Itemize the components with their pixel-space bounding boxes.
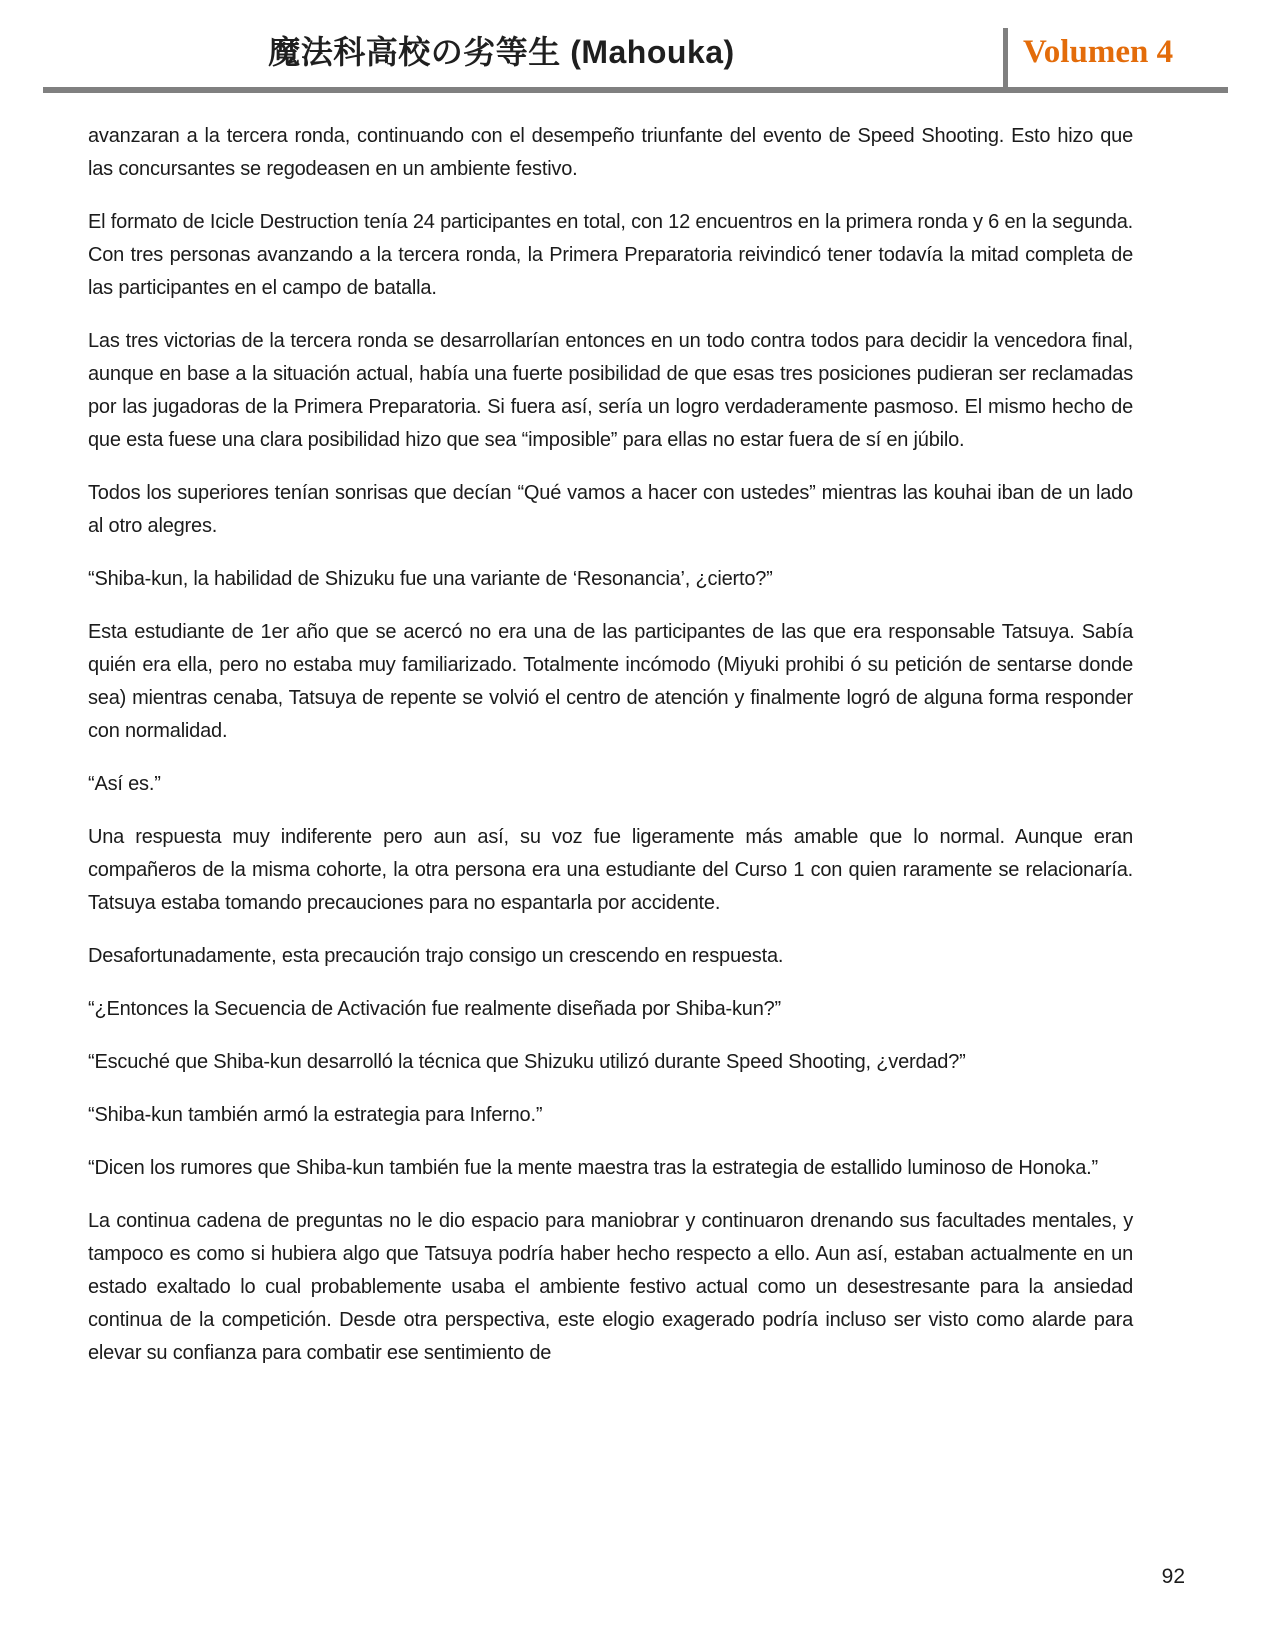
paragraph: “Shiba-kun también armó la estrategia para Inferno.” — [88, 1104, 543, 1126]
paragraph: “¿Entonces la Secuencia de Activación fue realmente diseñada por Shiba-kun?” — [88, 998, 782, 1020]
paragraph: “Dicen los rumores que Shiba-kun también fue la mente maestra tras la estrategia de estallido luminoso de Honoka.” — [88, 1157, 1098, 1179]
page-header — [0, 0, 1275, 95]
paragraph: “Escuché que Shiba-kun desarrolló la técnica que Shizuku utilizó durante Speed Shooting, ¿verdad?” — [88, 1051, 966, 1073]
paragraph: Las tres victorias de la tercera ronda se desarrollarían entonces en un todo contra todos para decidir la vencedora final, aunque en base a la situación actual, había una fuerte posibilidad de que esas tres posiciones pudieran ser reclamadas por las jugadoras de la Primera Preparatoria. Si fuera así, sería un logro verdaderamente pasmoso. El mismo hecho de que esta fuese una clara posibilidad hizo que sea “imposible” para ellas no estar fuera de sí en júbilo. — [88, 330, 1133, 451]
header-rule — [43, 87, 1228, 93]
paragraph: Desafortunadamente, esta precaución trajo consigo un crescendo en respuesta. — [88, 945, 784, 967]
paragraph: “Así es.” — [88, 773, 161, 795]
paragraph: “Shiba-kun, la habilidad de Shizuku fue una variante de ‘Resonancia’, ¿cierto?” — [88, 568, 773, 590]
paragraph: El formato de Icicle Destruction tenía 24 participantes en total, con 12 encuentros en la primera ronda y 6 en la segunda. Con tres personas avanzando a la tercera ronda, la Primera Preparatoria reivindicó tener todavía la mitad completa de las participantes en el campo de batalla. — [88, 211, 1133, 299]
volume-label: Volumen 4 — [1023, 34, 1174, 70]
paragraph: Todos los superiores tenían sonrisas que decían “Qué vamos a hacer con ustedes” mientras las kouhai iban de un lado al otro alegres. — [88, 482, 1133, 537]
paragraph: avanzaran a la tercera ronda, continuando con el desempeño triunfante del evento de Speed Shooting. Esto hizo que las concursantes se regodeasen en un ambiente festivo. — [88, 125, 1133, 180]
paragraph: La continua cadena de preguntas no le dio espacio para maniobrar y continuaron drenando sus facultades mentales, y tampoco es como si hubiera algo que Tatsuya podría haber hecho respecto a ello. Aun así, estaban actualmente en un estado exaltado lo cual probablemente usaba el ambiente festivo actual como un desestresante para la ansiedad continua de la competición. Desde otra perspectiva, este elogio exagerado podría incluso ser visto como alarde para elevar su confianza para combatir ese sentimiento de — [88, 1210, 1133, 1364]
paragraph: Esta estudiante de 1er año que se acercó no era una de las participantes de las que era responsable Tatsuya. Sabía quién era ella, pero no estaba muy familiarizado. Totalmente incómodo (Miyuki prohibi ó su petición de sentarse donde sea) mientras cenaba, Tatsuya de repente se volvió el centro de atención y finalmente logró de alguna forma responder con normalidad. — [88, 621, 1133, 742]
document-body — [88, 120, 1133, 1390]
document-title: 魔法科高校の劣等生 (Mahouka) — [268, 34, 735, 70]
paragraph: Una respuesta muy indiferente pero aun así, su voz fue ligeramente más amable que lo normal. Aunque eran compañeros de la misma cohorte, la otra persona era una estudiante del Curso 1 con quien raramente se relacionaría. Tatsuya estaba tomando precauciones para no espantarla por accidente. — [88, 826, 1133, 914]
page-number: 92 — [1161, 1565, 1185, 1588]
header-vertical-divider — [1003, 28, 1008, 90]
